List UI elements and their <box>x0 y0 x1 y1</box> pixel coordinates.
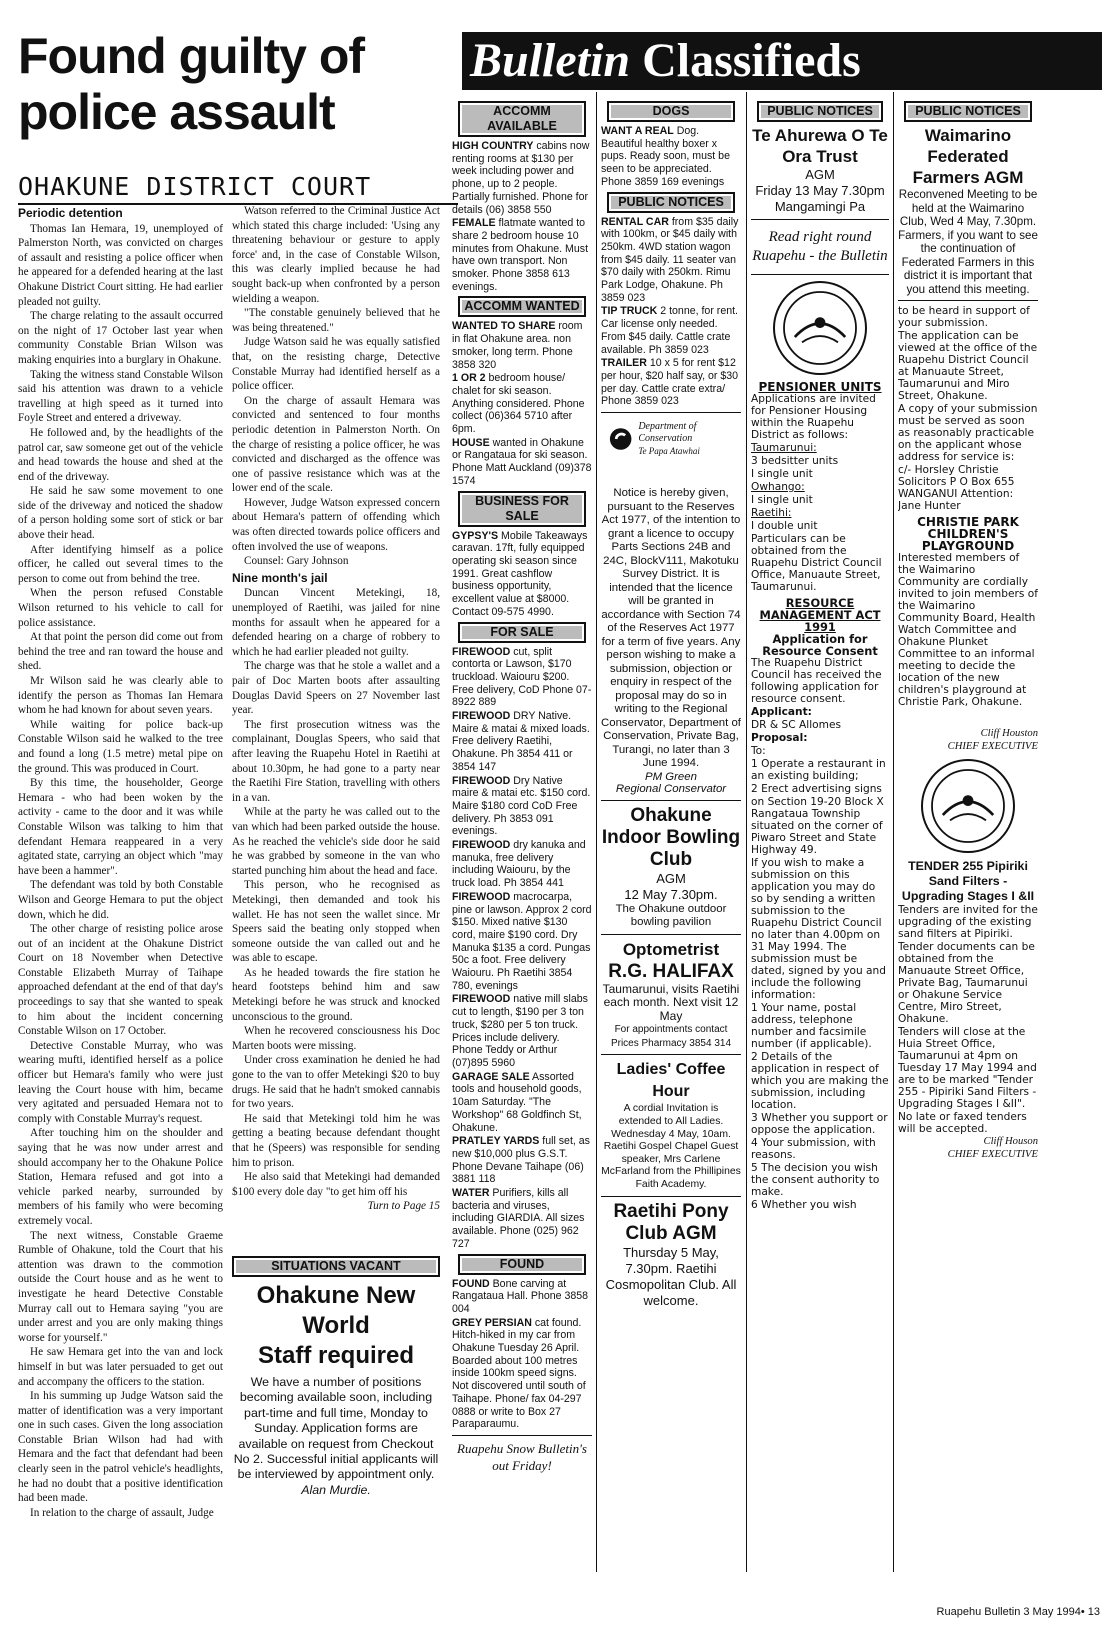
optometrist-body: Taumarunui, visits Raetihi each month. Next visit 12 May <box>602 981 740 1023</box>
subhead-periodic: Periodic detention <box>18 206 123 220</box>
ad-text: Mobile Takeaways caravan. 17ft, fully equipped operating ski season since 1991. Great cashflow business opportunity, excellent value at $8000. Contact 09-575 4990. <box>452 529 588 618</box>
article-paragraph: He said that Metekingi told him he was getting a beating because defendant thought that he (Speers) was responsible for sending him to prison. <box>232 1112 440 1169</box>
loc-owhango-a: I single unit <box>751 494 813 506</box>
optometrist-title: Optometrist <box>622 939 720 959</box>
ad-keyword: PRATLEY YARDS <box>452 1135 540 1148</box>
ad-text: macrocarpa, pine or lawson. Approx 2 cord $150. Mixed native $130 cord, maire $190 cord. Dry Manuka $135 a cord. Pungas 50c a foot. Free delivery Waiouru. Ph Raetihi 3854 780, evenings <box>452 890 592 992</box>
optometrist-name: R.G. HALIFAX <box>608 960 734 982</box>
article-column-1 <box>18 204 223 1628</box>
info-2: 2 Details of the application in respect of which you are making the submission, including location. <box>751 1051 889 1111</box>
article-paragraph: "The constable genuinely believed that he was being threatened." <box>232 307 440 334</box>
classified-ad <box>452 993 592 1069</box>
doc-maori: Te Papa Atawhai <box>638 446 700 457</box>
tender-body-1: Tenders are invited for the upgrading of the existing sand filters at Pipiriki. <box>898 904 1038 940</box>
article-paragraph: Under cross examination he denied he had gone to the van to offer Metekingi $20 to buy drugs. He said that he hadn't smoked cannabis for two years. <box>232 1054 440 1111</box>
pensioner-more: Particulars can be obtained from the Ruapehu District Council Office, Manuaute Street, Taumarunui. <box>751 533 882 593</box>
classified-ad <box>452 1187 592 1251</box>
article-headline: Found guilty of police assault <box>18 28 365 140</box>
turn-to-page: Turn to Page 15 <box>367 1200 440 1213</box>
ad-text: full set, as new $10,000 plus G.S.T. Phone Devane Taihape (06) 3881 118 <box>452 1135 590 1186</box>
ad-keyword: 1 OR 2 <box>452 372 486 385</box>
newworld-title: Ohakune New World <box>256 1282 416 1339</box>
ad-text: cabins now renting rooms at $130 per week including power and phone, up to 2 people. Partially furnished. Phone for details (06) 3858 550 <box>452 140 590 216</box>
info-4: 4 Your submission, with reasons. <box>751 1137 876 1161</box>
classified-column-4 <box>898 98 1038 1598</box>
classified-ad <box>452 839 592 890</box>
article-paragraph: Counsel: Gary Johnson <box>244 555 349 568</box>
cont-2: The application can be viewed at the office of the Ruapehu District Council at Manuaute Street, Taumarunui and Miro Street, Ohakune. <box>898 330 1038 402</box>
info-1: 1 Your name, postal address, telephone number and facsimile number (if applicable). <box>751 1002 872 1050</box>
proposal-location: on Section 19-20 Block X Rangataua Township situated on the corner of Piwaro Street and State Highway 49. <box>751 796 884 856</box>
tender-body-4: No late or faxed tenders will be accepted. <box>898 1111 1027 1135</box>
proposal-to: To: <box>751 745 766 757</box>
article-paragraph: As he headed towards the fire station he heard footsteps behind him and saw Metekingi before he was struck and knocked unconscious to the ground. <box>232 966 440 1023</box>
situations-header: SITUATIONS VACANT <box>232 1256 440 1277</box>
article-paragraph: The charge was that he stole a wallet and a pair of Doc Marten boots after assaulting Douglas David Speers on 27 November last year. <box>232 660 440 717</box>
forsale-header: FOR SALE <box>458 622 586 643</box>
pony-title: Raetihi Pony Club AGM <box>613 1200 729 1244</box>
ad-text: bedroom house/ chalet for ski season. Anything considered. Phone collect (06)364 5710 after 6pm. <box>452 372 585 436</box>
ad-text: Dog. Beautiful healthy boxer x pups. Ready soon, must be seen to be appreciated. Phone 3859 169 evenings <box>601 125 730 188</box>
ad-keyword: WANT A REAL <box>601 125 674 137</box>
tender-body-2: Tender documents can be obtained from the Manuaute Street Office, Private Bag, Taumarunui or Ohakune Service Centre, Miro Street, Ohakune. <box>898 941 1035 1025</box>
loc-taumarunui-a: 3 bedsitter units <box>751 455 839 467</box>
council-crest-icon <box>921 759 1015 853</box>
article-paragraph: By this time, the householder, George Hemara - who had been woken by the activity - came to the door and it was while Constable Wilson was talking to him that defendant Hemara reappeared in a very agitated state, carrying an object which "may have been a hammer". <box>18 777 223 877</box>
article-paragraph: He also said that Metekingi had demanded $100 every dole day "to get him off his <box>232 1171 440 1198</box>
article-paragraph: When he recovered consciousness his Doc Marten boots were missing. <box>232 1025 440 1052</box>
doc-role: Regional Conservator <box>615 783 727 796</box>
article-paragraph: Thomas Ian Hemara, 19, unemployed of Palmerston North, was convicted on charges of assault and resisting a police officer when he appeared for a defended hearing at the last Ohakune District Court sitting. He had earlier pleaded not guilty. <box>18 222 223 308</box>
classified-ad <box>452 891 592 993</box>
christie-sig: Cliff Houston <box>980 728 1038 739</box>
ad-text: dry kanuka and manuka, free delivery including Waiouru, by the truck load. Ph 3854 441 <box>452 839 586 890</box>
article-paragraph: Mr Wilson said he was clearly able to identify the person as Thomas Ian Hemara whom he had known for about seven years. <box>18 675 223 717</box>
situations-body: We have a number of positions becoming available soon, including part-time and full time, Monday to Sunday. Application forms are available on request from Checkout No 2. Successful initial applicants will be interviewed by appointment only. <box>233 1375 439 1482</box>
ladies-body: A cordial Invitation is extended to All Ladies. Wednesday 4 May, 10am. Raetihi Gospel Chapel Guest speaker, Mrs Carlene McFarland from the Phillipines Faith Academy. <box>601 1103 741 1191</box>
loc-taumarunui: Taumarunui: <box>751 442 817 454</box>
rma-body: The Ruapehu District Council has received the following application for resource consent. <box>751 657 882 705</box>
bowling-date: 12 May 7.30pm. <box>624 886 718 902</box>
article-paragraph: While waiting for police back-up Constable Wilson said he walked to the tree and found a long (1.5 metre) metal pipe on the ground. This was produced in Court. <box>18 718 223 775</box>
classified-ad <box>452 1278 592 1316</box>
tender-role: CHIEF EXECUTIVE <box>947 1149 1038 1160</box>
column-divider <box>746 92 747 1572</box>
ad-keyword: FIREWOOD <box>452 993 511 1006</box>
dogs-header: DOGS <box>607 101 735 122</box>
ad-keyword: FIREWOOD <box>452 839 511 852</box>
article-paragraph: He saw Hemara get into the van and lock himself in but was later persuaded to get out and accompany the officers to the station. <box>18 1346 223 1388</box>
christie-role: CHIEF EXECUTIVE <box>947 741 1038 752</box>
optometrist-small: For appointments contact Prices Pharmacy 3854 314 <box>610 1024 732 1049</box>
bowling-title: Ohakune Indoor Bowling Club <box>601 804 741 870</box>
ad-keyword: GYPSY'S <box>452 529 499 542</box>
proposal-2: 2 Erect advertising signs <box>751 783 882 795</box>
ad-keyword: GREY PERSIAN <box>452 1316 532 1329</box>
bowling-place: The Ohakune outdoor bowling pavilion <box>615 902 727 929</box>
ad-text: native mill slabs cut to length, $190 per 3 ton truck, $280 per 5 ton truck. Prices include delivery. Phone Teddy or Arthur (07)895 5960 <box>452 993 588 1069</box>
court-heading: OHAKUNE DISTRICT COURT <box>18 172 458 205</box>
classified-ad <box>601 125 741 189</box>
pensioner-title: PENSIONER UNITS <box>758 380 882 394</box>
classified-column-3 <box>751 98 889 1598</box>
business-header: BUSINESS FOR SALE <box>458 491 586 527</box>
article-paragraph: Duncan Vincent Metekingi, 18, unemployed of Raetihi, was jailed for nine months for assault when he appeared for a defended hearing on a charge of robbery to which he had earlier pleaded not guilty. <box>232 587 440 658</box>
article-paragraph: However, Judge Watson expressed concern about Hemara's pattern of offending which was often directed towards police officers and often involved the use of weapons. <box>232 496 440 553</box>
federated-body: Reconvened Meeting to be held at the Waimarino Club, Wed 4 May, 7.30pm. Farmers, if you want to see the continuation of Federated Farmers in this district it is important that you attend this meeting. <box>898 188 1038 296</box>
public-notices-header-3: PUBLIC NOTICES <box>757 101 883 122</box>
article-paragraph: The next witness, Constable Graeme Rumble of Ohakune, told the Court that his attention was drawn to the commotion outside the Court house and as he went to investigate he heard Detective Constable Murray call out to Hemara saying "you are under arrest and you are only making things worse for yourself." <box>18 1229 223 1344</box>
article-paragraph: Taking the witness stand Constable Wilson said his attention was drawn to a vehicle travelling at high speed as it turned into Foyle Street and entered a driveway. <box>18 368 223 425</box>
public-notices-header: PUBLIC NOTICES <box>607 192 735 213</box>
proposal-1: 1 Operate a restaurant in an existing building; <box>751 758 886 782</box>
classified-ad <box>601 305 741 356</box>
service-address: c/- Horsley Christie Solicitors P O Box 655 WANGANUI Attention: Jane Hunter <box>898 464 1015 512</box>
ad-keyword: HIGH COUNTRY <box>452 140 534 152</box>
ad-text: cat found. Hitch-hiked in my car from Ohakune Tuesday 26 April. Boarded about 100 metres inside 100km speed signs. Not discovered until south of Taihape. Phone/ fax 04-297 0888 or write to Box 27 Paraparaumu. <box>452 1316 586 1431</box>
subhead-nine-months: Nine month's jail <box>232 570 328 585</box>
column-divider <box>893 92 894 1572</box>
article-paragraph: He said he saw some movement to one side of the driveway and noticed the shadow of a person holding some sort of stick or bar above their head. <box>18 485 223 542</box>
federated-title: Waimarino Federated Farmers AGM <box>912 126 1024 187</box>
ad-keyword: FIREWOOD <box>452 710 511 723</box>
classified-ad <box>452 775 592 839</box>
ad-keyword: WATER <box>452 1187 490 1200</box>
accomm-wanted-header: ACCOMM WANTED <box>458 296 586 317</box>
doc-sign: PM Green <box>645 770 697 783</box>
classified-ad <box>452 437 592 488</box>
tender-sig: Cliff Houson <box>983 1136 1038 1147</box>
public-notices-header-4: PUBLIC NOTICES <box>904 101 1032 122</box>
info-3: 3 Whether you support or oppose the application. <box>751 1112 888 1136</box>
ad-text: 2 tonne, for rent. Car license only needed. From $45 daily. Cattle crate available. Ph 3859 023 <box>601 305 738 356</box>
classified-ad <box>452 646 592 710</box>
submission-text: If you wish to make a submission on this application you may do so by sending a written submission to the Ruapehu District Council no later than 4.00pm on 31 May 1994. The submission must be dated, signed by you and include the following information: <box>751 857 886 1001</box>
situations-vacant-ad <box>232 1256 440 1497</box>
pensioner-body: Applications are invited for Pensioner Housing within the Ruapehu District as follows: <box>751 393 876 441</box>
column-divider <box>596 92 597 1572</box>
tender-body-3: Tenders will close at the Huia Street Office, Taumarunui at 4pm on Tuesday 17 May 1994 and are to be marked "Tender 255 - Pipiriki Sand Filters - Upgrading Stages I &II". <box>898 1026 1037 1110</box>
ladies-title: Ladies' Coffee Hour <box>616 1061 726 1101</box>
article-paragraph: Detective Constable Murray, who was wearing mufti, identified herself as a police officer but Hemara's family who were just leaving the Court house with him, became very agitated and persuaded Hemara not to comply with Constable Murray's request. <box>18 1039 223 1125</box>
applicant-label: Applicant: <box>751 706 812 718</box>
classified-column-2 <box>601 98 741 1598</box>
ad-text: Dry Native maire & matai etc. $150 cord. Maire $180 cord CoD Free delivery. Ph 3853 091 evenings. <box>452 774 591 838</box>
staff-required: Staff required <box>257 1342 415 1369</box>
tender-title: TENDER 255 Pipiriki Sand Filters - Upgrading Stages I &II <box>901 859 1035 903</box>
article-paragraph: The first prosecution witness was the complainant, Douglas Speers, who said that after leaving the Ruapehu Hotel in Raetihi at about 10.30pm, he had gone to a party near the Raetihi Fire Station, travelling with others in a van. <box>232 718 440 804</box>
trust-place: Mangamingi Pa <box>774 199 866 214</box>
loc-raetihi-a: I double unit <box>751 520 818 532</box>
found-header: FOUND <box>458 1254 586 1275</box>
loc-taumarunui-b: I single unit <box>751 468 813 480</box>
christie-body: Interested members of the Waimarino Community are cordially invited to join members of the Waimarino Community Board, Health Watch Committee and Ohakune Plunket Committee to an informal meeting to decide the location of the new children's playground at Christie Park, Ohakune. <box>898 552 1038 708</box>
ad-keyword: FOUND <box>452 1277 490 1290</box>
situations-sign: Alan Murdie. <box>301 1482 371 1497</box>
loc-raetihi: Raetihi: <box>751 507 792 519</box>
banner-bulletin: Bulletin <box>470 34 631 87</box>
council-crest-icon <box>773 281 867 375</box>
ad-text: from $35 daily with 100km, or $45 daily with 250km. 4WD station wagon from $45 daily. 11 seater van $70 daily with 250km. Rimu Park Lodge, Ohakune. Ph 3859 023 <box>601 215 739 304</box>
info-5: 5 The decision you wish the consent authority to make. <box>751 1162 880 1198</box>
info-6: 6 Whether you wish <box>751 1199 857 1211</box>
article-paragraph: After identifying himself as a police officer, he called out several times to the person to come out from behind the tree. <box>18 543 223 585</box>
classifieds-banner <box>462 32 1102 90</box>
article-paragraph: When the person refused Constable Wilson returned to his vehicle to call for police assistance. <box>18 587 223 629</box>
classified-ad <box>452 1135 592 1186</box>
accomm-available-header: ACCOMM AVAILABLE <box>458 101 586 137</box>
ad-text: 10 x 5 for rent $12 per hour, $20 half say, or $30 per day. Cattle crate extra/ Phone 3859 023 <box>601 357 739 408</box>
trust-title: Te Ahurewa O Te Ora Trust <box>752 126 888 166</box>
applicant-value: DR & SC Allomes <box>751 719 841 731</box>
classified-column-1 <box>452 98 592 1598</box>
ad-text: Purifiers, kills all bacteria and viruses, including GIARDIA. All sizes available. Phone (025) 962 727 <box>452 1187 585 1250</box>
banner-classifieds: Classifieds <box>642 34 861 87</box>
classified-ad <box>452 710 592 774</box>
rma-title: RESOURCE MANAGEMENT ACT 1991 <box>759 596 881 634</box>
classified-ad <box>452 217 592 293</box>
page-footer: Ruapehu Bulletin 3 May 1994• 13 <box>936 1606 1100 1618</box>
christie-title: CHRISTIE PARK CHILDREN'S PLAYGROUND <box>917 515 1019 553</box>
article-paragraph: While at the party he was called out to the van which had been parked outside the house. As he reached the vehicle's side door he said he was grabbed by someone in the van who started punching him about the head and face. <box>232 806 440 877</box>
ad-keyword: GARAGE SALE <box>452 1070 530 1083</box>
ad-keyword: TRAILER <box>601 357 647 370</box>
trust-agm: AGM <box>805 167 835 182</box>
ad-text: Bone carving at Rangataua Hall. Phone 3858 004 <box>452 1277 589 1315</box>
read-right-round: Read right round Ruapehu - the Bulletin <box>752 229 888 264</box>
article-paragraph: The defendant was told by both Constable Wilson and George Hemara to put the object down, which he did. <box>18 879 223 921</box>
ad-text: Assorted tools and household goods, 10am Saturday. "The Workshop" 68 Goldfinch St, Ohakune. <box>452 1070 582 1134</box>
snow-bulletin: Ruapehu Snow Bulletin's out Friday! <box>457 1440 587 1473</box>
ad-keyword: HOUSE <box>452 436 490 449</box>
ad-keyword: FIREWOOD <box>452 774 511 787</box>
classified-ad <box>452 1071 592 1135</box>
classified-ad <box>601 357 741 408</box>
ad-keyword: WANTED TO SHARE <box>452 320 556 333</box>
doc-logo-icon <box>609 426 632 452</box>
article-column-2 <box>232 204 440 1244</box>
classified-ad <box>452 1317 592 1431</box>
ad-keyword: FEMALE <box>452 217 496 230</box>
ad-keyword: TIP TRUCK <box>601 305 658 318</box>
doc-notice: Notice is hereby given, pursuant to the Reserves Act 1977, of the intention to grant a licence to occupy Parts Sections 24B and 24C, BlockV111, Makotuku Survey District. It is intended that the licence will be granted in accordance with Section 74 of the Reserves Act 1977 for a term of five years. Any person wishing to make a submission, objection or enquiry in respect of the proposal may do so in writing to the Regional Conservator, Department of Conservation, Private Bag, Turangi, no later than 3 June 1994. <box>601 487 741 770</box>
ad-text: cut, split contorta or Lawson, $170 truckload. Waiouru $200. Free delivery, CoD Phone 07-8922 889 <box>452 645 592 709</box>
ad-keyword: RENTAL CAR <box>601 215 669 228</box>
classified-ad <box>452 372 592 436</box>
classified-ad <box>452 140 592 216</box>
cont-3: A copy of your submission must be served as soon as reasonably practicable on the applicant whose address for service is: <box>898 403 1038 463</box>
article-paragraph: In relation to the charge of assault, Judge <box>30 1506 214 1519</box>
ad-keyword: FIREWOOD <box>452 645 511 658</box>
classified-ad <box>452 320 592 371</box>
ad-keyword: FIREWOOD <box>452 890 511 903</box>
ad-text: DRY Native. Maire & matai & mixed loads. Free delivery Raetihi, Ohakune. Ph 3854 411 or 3854 147 <box>452 710 590 773</box>
ad-text: wanted in Ohakune or Rangataua for ski season. Phone Matt Auckland (09)378 1574 <box>452 436 592 487</box>
article-paragraph: This person, who he recognised as Metekingi, then demanded and took his wallet. He has not seen the wallet since. Mr Speers said the beating only stopped when someone outside the van called out and he was able to escape. <box>232 879 440 965</box>
ad-text: flatmate wanted to share 2 bedroom house 10 minutes from Ohakune. Must have own transport. Non smoker. Phone 3858 613 evenings. <box>452 217 589 293</box>
trust-date: Friday 13 May 7.30pm <box>755 183 885 198</box>
article-paragraph: The charge relating to the assault occurred on the night of 17 October last year when community Constable Brian Wilson was making enquiries into a burglary in Ohakune. <box>18 310 223 366</box>
loc-owhango: Owhango: <box>751 481 805 493</box>
rma-sub: Application for Resource Consent <box>762 632 878 658</box>
ad-text: room in flat Ohakune area. non smoker, long term. Phone 3858 320 <box>452 320 583 371</box>
article-paragraph: He followed and, by the headlights of the patrol car, saw someone get out of the vehicle and head towards the house and shed at the end of the driveway. <box>18 426 223 483</box>
article-paragraph: Judge Watson said he was equally satisfied that, on the resisting charge, Detective Constable Murray had identified herself as a police officer. <box>232 336 440 393</box>
pony-body: Thursday 5 May, 7.30pm. Raetihi Cosmopolitan Club. All welcome. <box>605 1244 737 1308</box>
article-paragraph: On the charge of assault Hemara was convicted and sentenced to four months periodic detention in Palmerston North. On the charge of resisting a police officer, he was convicted and discharged as the offence was one of passive resistance which was at the lower end of the scale. <box>232 394 440 495</box>
article-paragraph: Watson referred to the Criminal Justice Act which stated this charge included: 'Using any threatening behaviour or gesture to apply force' and, in the case of Constable Wilson, this was clearly implied because he had sought back-up when confronted by a person wielding a weapon. <box>232 205 440 305</box>
classified-ad <box>601 216 741 305</box>
bowling-agm: AGM <box>656 870 686 886</box>
doc-title: Department of Conservation <box>638 421 697 445</box>
article-paragraph: In his summing up Judge Watson said the matter of identification was a very important one in such cases. Given the long association Constable Brian Wilson had had with Hemara and the fact that defendant had been clearly seen in the patrol vehicle's headlights, he had no doubt that a positive identification had been made. <box>18 1390 223 1505</box>
proposal-label: Proposal: <box>751 732 808 744</box>
article-paragraph: The other charge of resisting police arose out of an incident at the Ohakune District Court on 18 November when Detective Constable Elizabeth Murray of Taihape approached defendant at the end of that day's proceedings to say that she wanted to speak to him about the incident concerning Constable Wilson on 17 October. <box>18 923 223 1038</box>
cont-1: to be heard in support of your submission. <box>898 305 1030 329</box>
classified-ad <box>452 530 592 619</box>
article-paragraph: At that point the person did come out from behind the tree and ran toward the house and shed. <box>18 631 223 673</box>
article-paragraph: After touching him on the shoulder and saying that he was now under arrest and should accompany her to the Ohakune Police Station, Hemara refused and got into a vehicle parked nearby, surrounded by members of his family who were becoming extremely vocal. <box>18 1127 223 1227</box>
